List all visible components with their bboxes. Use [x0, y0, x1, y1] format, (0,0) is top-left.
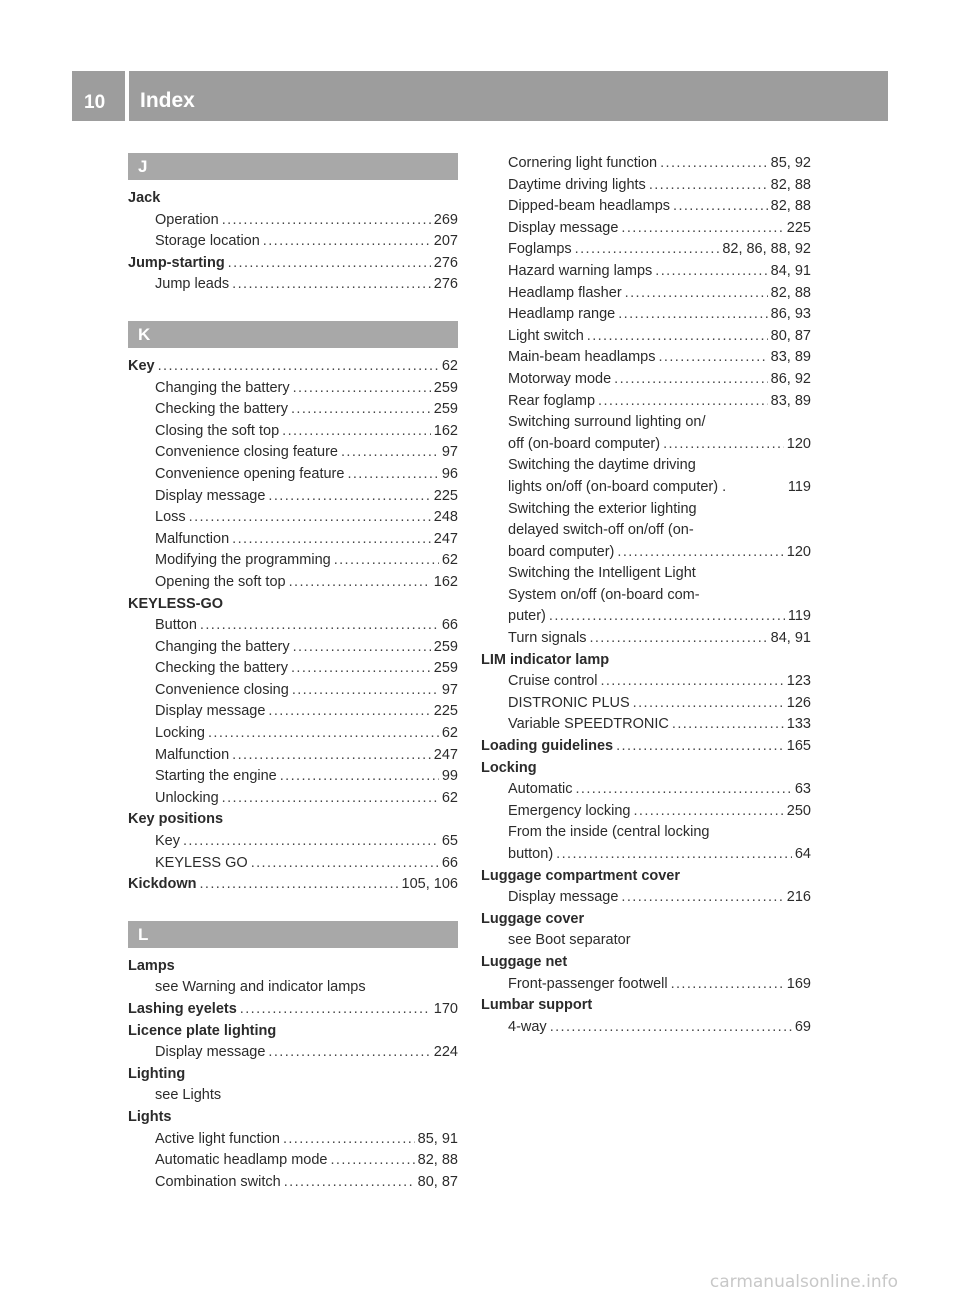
dot-leader	[587, 326, 768, 348]
entry-pages: 62	[441, 357, 458, 374]
index-entry	[128, 1042, 458, 1064]
dot-leader	[232, 745, 431, 767]
dot-leader	[293, 378, 431, 400]
entry-pages: 276	[433, 276, 458, 293]
entry-term: Display message	[155, 487, 266, 504]
dot-leader	[222, 788, 439, 810]
entry-pages: 83, 89	[770, 392, 811, 409]
entry-pages: 248	[433, 509, 458, 526]
index-entry	[481, 347, 811, 369]
dot-leader	[621, 887, 783, 909]
entry-term: Checking the battery	[155, 660, 288, 677]
entry-term: DISTRONIC PLUS	[508, 694, 630, 711]
entry-pages: 82, 88	[770, 284, 811, 301]
entry-term: Daytime driving lights	[508, 176, 646, 193]
index-entry	[128, 188, 458, 210]
entry-pages: 62	[441, 789, 458, 806]
index-entry	[128, 809, 458, 831]
entry-pages: 82, 88	[770, 198, 811, 215]
index-entry	[128, 745, 458, 767]
index-entry	[128, 701, 458, 723]
index-entry	[128, 378, 458, 400]
entry-pages: 80, 87	[770, 327, 811, 344]
index-entry	[481, 434, 811, 456]
entry-term: Jump-starting	[128, 254, 225, 271]
index-entry	[481, 650, 811, 672]
index-entry	[481, 499, 811, 521]
entry-term: Modifying the programming	[155, 552, 331, 569]
index-entry	[481, 779, 811, 801]
index-entry	[481, 822, 811, 844]
dot-leader	[280, 766, 439, 788]
index-entry	[481, 801, 811, 823]
entry-term: Display message	[155, 1044, 266, 1061]
dot-leader	[663, 434, 784, 456]
entry-term: Variable SPEEDTRONIC	[508, 716, 669, 733]
entry-pages: 119	[787, 478, 811, 495]
index-entry	[128, 788, 458, 810]
entry-pages: 126	[786, 694, 811, 711]
entry-term: Locking	[481, 759, 537, 776]
index-entry	[128, 1085, 458, 1107]
dot-leader	[200, 615, 439, 637]
dot-leader	[672, 714, 784, 736]
entry-term: Button	[155, 617, 197, 634]
index-entry	[128, 486, 458, 508]
dot-leader	[575, 779, 791, 801]
index-entry	[481, 283, 811, 305]
entry-pages: 225	[433, 487, 458, 504]
entry-term: Headlamp range	[508, 306, 616, 323]
index-entry	[481, 909, 811, 931]
dot-leader	[347, 464, 438, 486]
entry-pages: 83, 89	[770, 349, 811, 366]
entry-term: Motorway mode	[508, 370, 612, 387]
letter-heading: J	[128, 153, 458, 180]
entry-pages: 162	[433, 573, 458, 590]
entry-term: From the inside (central locking	[508, 824, 710, 841]
entry-term: Display message	[508, 889, 619, 906]
dot-leader	[634, 801, 784, 823]
entry-term: System on/off (on-board com-	[508, 586, 700, 603]
dot-leader	[283, 1129, 415, 1151]
dot-leader	[282, 421, 431, 443]
dot-leader	[617, 542, 783, 564]
entry-pages: 66	[441, 617, 458, 634]
entry-term: Cruise control	[508, 673, 598, 690]
entry-term: Loss	[155, 509, 186, 526]
dot-leader	[659, 347, 768, 369]
index-entry	[481, 585, 811, 607]
entry-term: Emergency locking	[508, 802, 631, 819]
header-divider	[125, 71, 129, 121]
index-column-right	[481, 153, 811, 1038]
entry-pages: 66	[441, 854, 458, 871]
entry-pages: 259	[433, 379, 458, 396]
index-entry	[128, 550, 458, 572]
index-entry	[128, 253, 458, 275]
index-entry	[128, 1064, 458, 1086]
entry-pages: 276	[433, 254, 458, 271]
entry-term: Switching the Intelligent Light	[508, 565, 696, 582]
entry-term: Malfunction	[155, 530, 230, 547]
dot-leader	[284, 1172, 415, 1194]
entry-pages: 84, 91	[770, 262, 811, 279]
index-entry	[481, 196, 811, 218]
index-entry	[481, 520, 811, 542]
entry-term: Display message	[508, 219, 619, 236]
entry-term: Turn signals	[508, 630, 587, 647]
index-entry	[128, 831, 458, 853]
entry-pages: 216	[786, 889, 811, 906]
index-entry	[481, 1017, 811, 1039]
entry-pages: 259	[433, 401, 458, 418]
entry-term: Active light function	[155, 1130, 280, 1147]
index-entry	[128, 977, 458, 999]
index-entry	[128, 231, 458, 253]
index-entry	[128, 594, 458, 616]
dot-leader	[199, 874, 398, 896]
dot-leader	[334, 550, 439, 572]
entry-term: Luggage cover	[481, 910, 585, 927]
dot-leader	[556, 844, 792, 866]
entry-term: Lamps	[128, 957, 175, 974]
entry-term: LIM indicator lamp	[481, 651, 610, 668]
entry-term: Convenience closing	[155, 681, 289, 698]
entry-pages: 64	[794, 846, 811, 862]
index-entry	[128, 1172, 458, 1194]
entry-term: Combination switch	[155, 1173, 281, 1190]
entry-term: Lighting	[128, 1065, 186, 1082]
entry-pages: 123	[786, 673, 811, 690]
entry-pages: 169	[786, 975, 811, 992]
section-title: Index	[140, 89, 195, 112]
dot-leader	[292, 680, 439, 702]
entry-term: Licence plate lighting	[128, 1022, 277, 1039]
entry-pages: 82, 86, 88, 92	[722, 241, 811, 258]
index-entry	[128, 853, 458, 875]
index-entry	[481, 974, 811, 996]
entry-pages: 224	[433, 1044, 458, 1061]
index-entry	[128, 766, 458, 788]
entry-term: Malfunction	[155, 746, 230, 763]
index-entry	[128, 356, 458, 378]
index-entry	[128, 464, 458, 486]
index-entry	[128, 723, 458, 745]
entry-pages: 120	[786, 543, 811, 560]
entry-pages: 170	[433, 1001, 458, 1017]
index-entry	[481, 866, 811, 888]
entry-pages: 97	[441, 444, 458, 461]
dot-leader	[293, 637, 431, 659]
entry-term: Jack	[128, 190, 161, 206]
index-entry	[481, 391, 811, 413]
entry-term: Switching surround lighting on/	[508, 414, 706, 431]
dot-leader	[263, 231, 431, 253]
entry-pages: 133	[786, 716, 811, 733]
entry-term: Locking	[155, 725, 205, 742]
index-entry	[481, 369, 811, 391]
entry-term: delayed switch-off on/off (on-	[508, 522, 694, 539]
entry-term: Foglamps	[508, 241, 572, 258]
index-entry	[481, 995, 811, 1017]
entry-term: Key	[128, 357, 155, 374]
entry-pages: 162	[433, 422, 458, 439]
dot-leader	[222, 210, 431, 232]
entry-term: 4-way	[508, 1018, 547, 1035]
index-entry	[481, 326, 811, 348]
dot-leader	[549, 606, 785, 628]
index-entry	[481, 542, 811, 564]
entry-pages: 86, 93	[770, 306, 811, 323]
index-column-left	[128, 153, 458, 1193]
entry-term: Key positions	[128, 811, 224, 828]
entry-pages: 269	[433, 211, 458, 228]
index-entry	[128, 1150, 458, 1172]
dot-leader	[589, 628, 767, 650]
index-entry	[481, 218, 811, 240]
index-entry	[481, 844, 811, 866]
index-entry	[128, 874, 458, 896]
entry-pages: 82, 88	[770, 176, 811, 193]
entry-term: board computer)	[508, 543, 615, 560]
entry-pages: 120	[786, 435, 811, 452]
dot-leader	[671, 974, 784, 996]
index-entry	[481, 628, 811, 650]
entry-term: Automatic	[508, 781, 573, 798]
entry-term: Hazard warning lamps	[508, 262, 653, 279]
entry-term: KEYLESS GO	[155, 854, 248, 871]
entry-pages: 85, 92	[770, 155, 811, 171]
entry-pages: 247	[433, 746, 458, 763]
entry-term: puter)	[508, 608, 546, 625]
dot-leader	[208, 723, 439, 745]
dot-leader	[673, 196, 768, 218]
entry-term: Headlamp flasher	[508, 284, 622, 301]
entry-pages: 69	[794, 1018, 811, 1035]
entry-pages: 80, 87	[417, 1173, 458, 1190]
entry-term: Unlocking	[155, 789, 219, 806]
entry-term: Operation	[155, 211, 219, 228]
index-entry	[128, 999, 458, 1021]
index-entry	[128, 680, 458, 702]
entry-pages: 247	[433, 530, 458, 547]
entry-term: button)	[508, 846, 554, 862]
entry-pages: 84, 91	[770, 630, 811, 647]
dot-leader	[660, 153, 768, 175]
index-entry	[481, 412, 811, 434]
dot-leader	[600, 671, 783, 693]
dot-leader	[228, 253, 431, 275]
index-entry	[128, 572, 458, 594]
index-entry	[128, 637, 458, 659]
index-entry	[481, 671, 811, 693]
dot-leader	[614, 369, 768, 391]
entry-term: Front-passenger footwell	[508, 975, 668, 992]
entry-pages: 259	[433, 660, 458, 677]
index-entry	[481, 261, 811, 283]
dot-leader	[240, 999, 431, 1021]
index-entry	[128, 529, 458, 551]
dot-leader	[625, 283, 768, 305]
dot-leader	[183, 831, 439, 853]
entry-term: Cornering light function	[508, 155, 658, 171]
entry-term: KEYLESS-GO	[128, 595, 224, 612]
entry-pages: 119	[787, 608, 811, 625]
entry-pages: 85, 91	[417, 1130, 458, 1147]
page-number: 10	[84, 92, 106, 113]
entry-term: Key	[155, 833, 180, 850]
index-entry	[128, 421, 458, 443]
dot-leader	[268, 1042, 430, 1064]
index-entry	[481, 606, 811, 628]
entry-pages: 259	[433, 638, 458, 655]
section-gap	[128, 896, 458, 921]
index-entry	[128, 210, 458, 232]
dot-leader	[649, 175, 768, 197]
entry-term: Convenience opening feature	[155, 465, 345, 482]
entry-term: Storage location	[155, 233, 260, 250]
entry-term: Switching the daytime driving	[508, 457, 696, 474]
letter-heading: K	[128, 321, 458, 348]
entry-pages: 65	[441, 833, 458, 850]
entry-pages: 225	[786, 219, 811, 236]
index-entry	[481, 887, 811, 909]
entry-term: Checking the battery	[155, 401, 288, 418]
entry-pages: 62	[441, 552, 458, 569]
entry-term: Opening the soft top	[155, 573, 286, 590]
entry-term: Automatic headlamp mode	[155, 1152, 328, 1169]
entry-term: Kickdown	[128, 876, 197, 893]
dot-leader	[268, 701, 430, 723]
watermark: carmanualsonline.info	[709, 1272, 898, 1292]
entry-term: Switching the exterior lighting	[508, 500, 697, 517]
entry-term: Closing the soft top	[155, 422, 280, 439]
entry-pages: 250	[786, 802, 811, 819]
index-entry	[481, 758, 811, 780]
index-entry	[128, 399, 458, 421]
entry-term: Main-beam headlamps	[508, 349, 656, 366]
index-entry	[481, 736, 811, 758]
dot-leader	[251, 853, 439, 875]
dot-leader	[232, 274, 431, 296]
dot-leader	[232, 529, 431, 551]
dot-leader	[616, 736, 784, 758]
entry-pages: 225	[433, 703, 458, 720]
dot-leader	[598, 391, 768, 413]
entry-pages: 96	[441, 465, 458, 482]
index-entry	[128, 1107, 458, 1129]
entry-pages: 105, 106	[401, 876, 458, 893]
dot-leader	[550, 1017, 792, 1039]
entry-term: Luggage compartment cover	[481, 867, 681, 884]
entry-term: Lights	[128, 1108, 172, 1125]
entry-term: Convenience closing feature	[155, 444, 338, 461]
entry-term: Changing the battery	[155, 379, 290, 396]
dot-leader	[268, 486, 430, 508]
index-entry	[128, 1021, 458, 1043]
index-entry	[481, 175, 811, 197]
index-entry	[481, 930, 811, 952]
entry-term: see Warning and indicator lamps	[155, 979, 366, 996]
dot-leader	[189, 507, 431, 529]
entry-pages: 62	[441, 725, 458, 742]
dot-leader	[289, 572, 431, 594]
entry-pages: 99	[441, 768, 458, 785]
index-entry	[481, 477, 811, 499]
dot-leader	[291, 399, 431, 421]
entry-term: Luggage net	[481, 953, 568, 970]
index-entry	[481, 153, 811, 175]
entry-pages: 97	[441, 681, 458, 698]
entry-pages: 63	[794, 781, 811, 798]
entry-term: Light switch	[508, 327, 584, 344]
index-entry	[128, 1129, 458, 1151]
dot-leader	[655, 261, 767, 283]
dot-leader	[633, 693, 784, 715]
index-entry	[128, 658, 458, 680]
letter-heading: L	[128, 921, 458, 948]
entry-term: Lumbar support	[481, 997, 593, 1014]
entry-term: Rear foglamp	[508, 392, 596, 409]
index-entry	[481, 714, 811, 736]
dot-leader	[291, 658, 431, 680]
entry-term: Starting the engine	[155, 768, 277, 785]
entry-pages: 82, 88	[417, 1152, 458, 1169]
entry-term: Lashing eyelets	[128, 1001, 237, 1017]
dot-leader	[331, 1150, 415, 1172]
entry-term: Loading guidelines	[481, 738, 614, 755]
entry-term: see Boot separator	[508, 932, 631, 949]
dot-leader	[621, 218, 783, 240]
index-entry	[481, 952, 811, 974]
section-gap	[128, 296, 458, 321]
index-entry	[481, 563, 811, 585]
index-entry	[481, 239, 811, 261]
entry-term: Display message	[155, 703, 266, 720]
entry-term: off (on-board computer)	[508, 435, 661, 452]
dot-leader	[575, 239, 720, 261]
index-entry	[481, 455, 811, 477]
entry-term: Jump leads	[155, 276, 230, 293]
entry-pages: 165	[786, 738, 811, 755]
index-entry	[128, 956, 458, 978]
entry-term: Dipped-beam headlamps	[508, 198, 671, 215]
index-entry	[481, 304, 811, 326]
entry-pages: 86, 92	[770, 370, 811, 387]
index-entry	[128, 507, 458, 529]
index-entry	[128, 274, 458, 296]
entry-term: lights on/off (on-board computer) .	[508, 478, 727, 495]
dot-leader	[158, 356, 439, 378]
dot-leader	[341, 442, 439, 464]
index-entry	[128, 615, 458, 637]
index-entry	[481, 693, 811, 715]
index-entry	[128, 442, 458, 464]
entry-pages: 207	[433, 233, 458, 250]
entry-term: Changing the battery	[155, 638, 290, 655]
entry-term: see Lights	[155, 1087, 222, 1104]
dot-leader	[618, 304, 767, 326]
